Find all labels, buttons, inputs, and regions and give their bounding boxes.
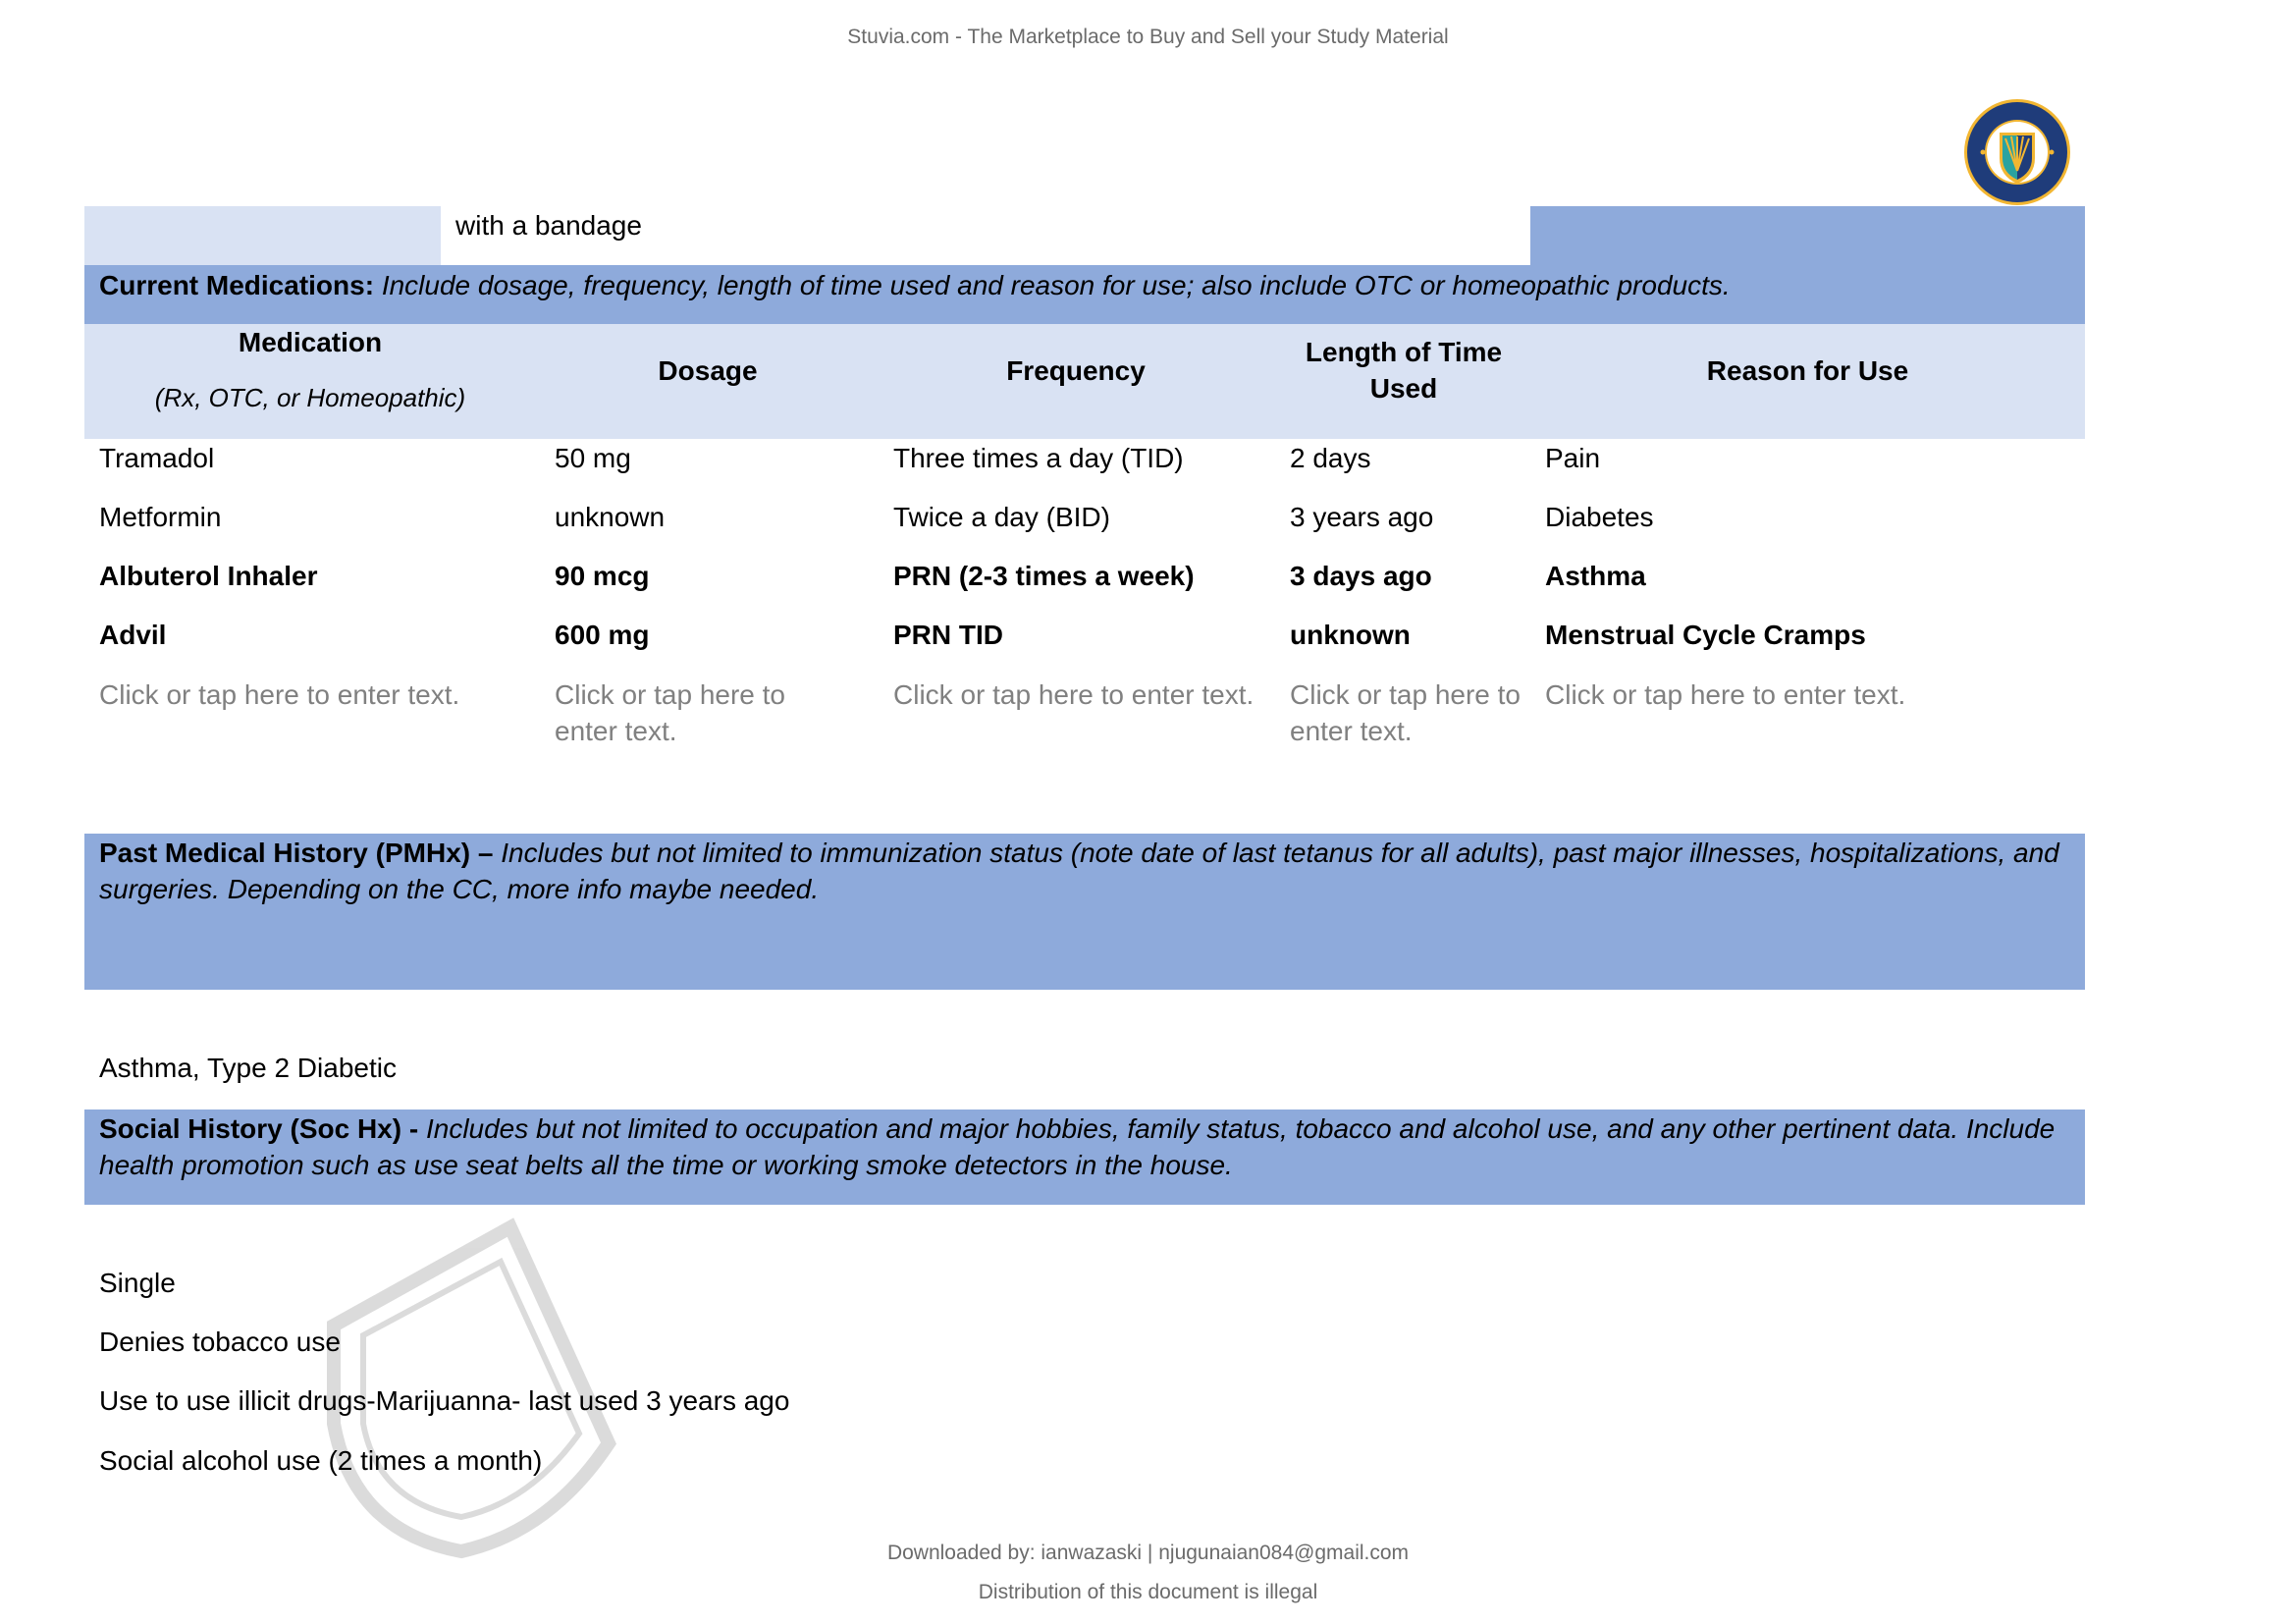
dark-cell [1530, 206, 2085, 265]
soc-hx-bar [84, 1110, 2085, 1205]
placeholder-length[interactable]: Click or tap here to enter text. [1290, 679, 1521, 746]
placeholder-medication[interactable]: Click or tap here to enter text. [99, 679, 460, 710]
cell-reason[interactable]: Asthma [1545, 561, 1646, 591]
cell-medication[interactable]: Albuterol Inhaler [99, 561, 318, 591]
col-length: Length of Time Used [1305, 337, 1503, 404]
soc-hx-instruction: Includes but not limited to occupation and major hobbies, family status, tobacco and alcohol use, and any other pertinent data. Include health promotion such as use seat belts all the time or working smoke detectors in the house. [99, 1113, 2056, 1180]
soc-hx-item[interactable]: Use to use illicit drugs-Marijuanna- last used 3 years ago [99, 1385, 790, 1416]
cell-length[interactable]: 2 days [1290, 443, 1371, 473]
cell-frequency[interactable]: Three times a day (TID) [893, 443, 1184, 473]
pmhx-instruction: Includes but not limited to immunization status (note date of last tetanus for all adults), past major illnesses, hospitalizations, and surgeries. Depending on the CC, more info maybe needed. [99, 838, 2059, 904]
cell-frequency[interactable]: Twice a day (BID) [893, 502, 1110, 532]
col-medication: Medication [238, 327, 383, 357]
cell-dosage[interactable]: 50 mg [555, 443, 631, 473]
site-banner[interactable]: Stuvia.com - The Marketplace to Buy and Sell your Study Material [847, 26, 1449, 48]
cell-reason[interactable]: Pain [1545, 443, 1601, 473]
cell-reason[interactable]: Menstrual Cycle Cramps [1545, 620, 1866, 650]
soc-hx-item[interactable]: Social alcohol use (2 times a month) [99, 1445, 543, 1476]
col-dosage: Dosage [658, 355, 758, 386]
col-medication-sub: (Rx, OTC, or Homeopathic) [154, 383, 466, 412]
cell-dosage[interactable]: unknown [555, 502, 666, 532]
current-medications-label: Current Medications: [99, 270, 375, 300]
current-medications-instruction: Include dosage, frequency, length of time used and reason for use; also include OTC or homeopathic products. [381, 270, 1731, 300]
distribution-notice: Distribution of this document is illegal [978, 1581, 1318, 1603]
cell-medication[interactable]: Metformin [99, 502, 222, 532]
cell-medication[interactable]: Advil [99, 620, 167, 650]
soc-hx-item[interactable]: Single [99, 1268, 176, 1298]
pmhx-label: Past Medical History (PMHx) – [99, 838, 494, 868]
cell-length[interactable]: 3 days ago [1290, 561, 1432, 591]
cell-frequency[interactable]: PRN (2-3 times a week) [893, 561, 1195, 591]
chamberlain-logo [1962, 97, 2072, 207]
cell-dosage[interactable]: 600 mg [555, 620, 650, 650]
cell-frequency[interactable]: PRN TID [893, 620, 1003, 650]
placeholder-dosage[interactable]: Click or tap here to enter text. [555, 679, 785, 746]
downloaded-by: Downloaded by: ianwazaski | njugunaian084@gmail.com [886, 1542, 1410, 1564]
cell-length[interactable]: unknown [1290, 620, 1411, 650]
cell-length[interactable]: 3 years ago [1290, 502, 1434, 532]
pmhx-bar [84, 834, 2085, 990]
col-reason: Reason for Use [1706, 355, 1909, 386]
current-medications-bar [84, 265, 2085, 324]
soc-hx-label: Social History (Soc Hx) - [99, 1113, 419, 1144]
top-row-text[interactable]: with a bandage [455, 210, 642, 241]
placeholder-reason[interactable]: Click or tap here to enter text. [1545, 679, 1906, 710]
placeholder-frequency[interactable]: Click or tap here to enter text. [893, 679, 1255, 710]
cell-dosage[interactable]: 90 mcg [555, 561, 650, 591]
cell-medication[interactable]: Tramadol [99, 443, 215, 473]
cell-reason[interactable]: Diabetes [1545, 502, 1654, 532]
col-frequency: Frequency [1006, 355, 1146, 386]
pmhx-value[interactable]: Asthma, Type 2 Diabetic [99, 1053, 397, 1083]
soc-hx-item[interactable]: Denies tobacco use [99, 1326, 341, 1357]
label-cell [84, 206, 441, 265]
